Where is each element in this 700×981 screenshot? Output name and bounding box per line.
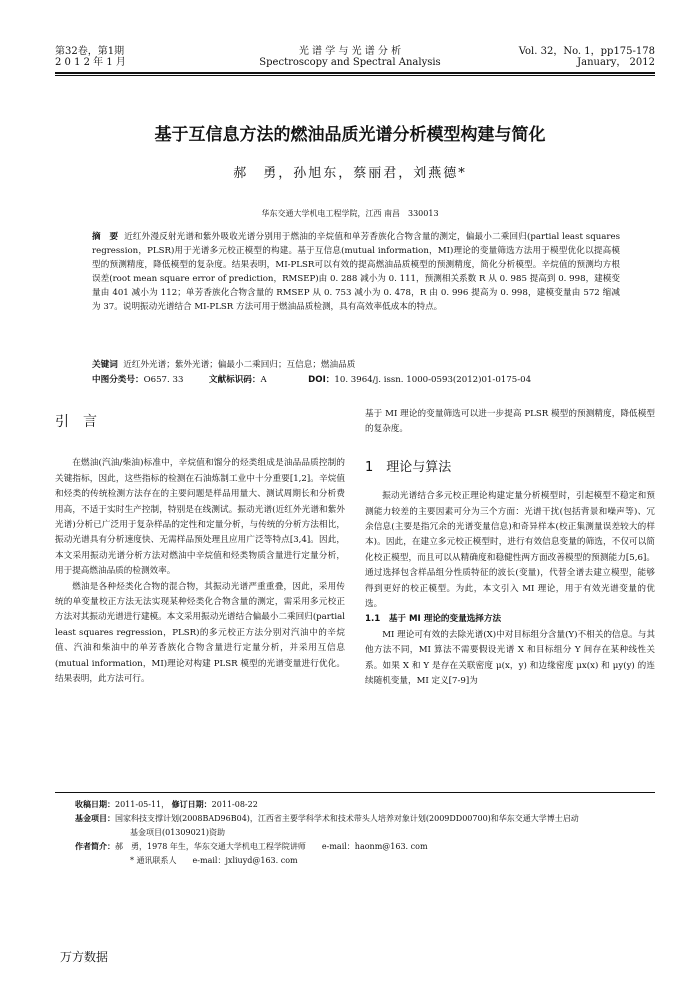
- continuation-text: 基于 MI 理论的变量筛选可以进一步提高 PLSR 模型的预测精度，降低模型的复杂度。: [365, 409, 655, 435]
- subsection-paragraph: MI 理论可有效的去除光谱(X)中对目标组分含量(Y)不相关的信息。与其他方法不同，MI 算法不需要假设光谱 X 和目标组分 Y 间存在某种线性关系。如果 X 和 Y 是存在关联密度 μ(x，y) 和边缘密度 μx(x) 和 μy(y) 的连续随机变量，MI 定义[7-9]为: [365, 629, 655, 687]
- doc-code-value: A: [260, 375, 267, 385]
- bio-label: 作者简介：: [75, 842, 115, 851]
- month-year: January， 2012: [577, 57, 655, 68]
- keywords: [92, 358, 620, 372]
- fund-label: 基金项目：: [75, 814, 115, 823]
- journal-name-cn: 光 谱 学 与 光 谱 分 析: [298, 46, 402, 57]
- section1-heading: 1 理论与算法: [365, 459, 452, 475]
- doi-value: 10. 3964/j. issn. 1000-0593(2012)01-0175-04: [334, 375, 532, 385]
- abstract: [92, 230, 620, 314]
- journal-pages: [519, 46, 655, 68]
- received-label: 收稿日期：: [75, 800, 115, 809]
- fund-text: 国家科技支撑计划(2008BAD96B04)，江西省主要学科学术和技术带头人培养对象计划(2009DD00700)和华东交通大学博士启动: [115, 814, 579, 823]
- volume-pages: Vol. 32，No. 1，pp175-178: [518, 46, 655, 57]
- classification-line: [92, 373, 620, 387]
- subsection-heading: 1.1 基于 MI 理论的变量选择方法: [365, 614, 502, 625]
- right-column: [365, 407, 655, 690]
- left-column: [55, 415, 345, 688]
- footnote-rule: [55, 792, 655, 793]
- abstract-text: 近红外漫反射光谱和紫外吸收光谱分别用于燃油的辛烷值和单芳香族化合物含量的测定，偏最小二乘回归(partial least squares regression，PLSR)用于光谱多元校正模型的构建。基于互信息(mutual information，MI)理论的变量筛选方法用于模型优化以提高模型的预测精度，降低模型的复杂度。结果表明，MI-PLSR可以有效的提高燃油品质模型的预测精度，简化分析模型。辛烷值的预测均方根误差(root mean square error of prediction，RMSEP)由 0. 288 减小为 0. 111，预测相关系数 R 从 0. 985 提高到 0. 998，建模变量由 401 减小为 112；单芳香族化合物含量的 RMSEP 从 0. 753 减小为 0. 478，R 由 0. 996 提高为 0. 998，建模变量由 572 缩减为 37。说明振动光谱结合 MI-PLSR 方法可用于燃油品质检测，具有高效率低成本的特点。: [92, 232, 620, 312]
- author-list: 郝 勇，孙旭东，蔡丽君，刘燕德*: [233, 166, 467, 181]
- section1-paragraph: 振动光谱结合多元校正理论构建定量分析模型时，引起模型不稳定和预测能力较差的主要因素可分为三个方面：光谱干扰(包括背景和噪声等)、冗余信息(主要是指冗余的光谱变量信息)和奇异样本(校正集测量误差较大的样本)。因此，在建立多元校正模型时，进行有效信息变量的筛选，不仅可以简化校正模型，而且可以从精确度和稳健性两方面改善模型的预测能力[5,6]。通过选择包含样品组分性质特征的波长(变量)，代替全谱去建立模型，能够得到更好的校正模型。为此，本文引入 MI 理论，用于有效光谱变量的优选。: [365, 491, 655, 610]
- affiliation: 华东交通大学机电工程学院，江西 南昌 330013: [261, 209, 439, 218]
- doc-code-label: 文献标识码：: [208, 375, 261, 385]
- clc-value: O657. 33: [143, 375, 184, 385]
- issue-date: 2 0 1 2 年 1 月: [55, 57, 126, 68]
- abstract-label: 摘 要: [92, 232, 119, 242]
- paper-title: 基于互信息方法的燃油品质光谱分析模型构建与简化: [154, 125, 546, 145]
- bio-text: 郝 勇，1978 年生，华东交通大学机电工程学院讲师 e-mail：haonm@163. com: [115, 842, 428, 851]
- footnotes: [55, 798, 655, 868]
- keywords-label: 关键词: [92, 360, 118, 370]
- header-rule: [55, 72, 655, 74]
- corresponding-author: * 通讯联系人 e-mail：jxliuyd@163. com: [130, 856, 298, 865]
- fund-row: [55, 812, 655, 826]
- keywords-text: 近红外光谱；紫外光谱；偏最小二乘回归；互信息；燃油品质: [123, 360, 356, 370]
- intro-paragraph-1: 在燃油(汽油/柴油)标准中，辛烷值和馏分的烃类组成是油品品质控制的关键指标，因此，这些指标的检测在石油炼制工业中十分重要[1,2]。辛烷值和烃类的传统检测方法存在的主要问题是样品用量大、测试周期长和分析费用高，不适于实时生产控制，特别是在线测试。振动光谱(近红外光谱和紫外光谱)分析已广泛用于复杂样品的定性和定量分析，与传统的分析方法相比，振动光谱具有分析速度快、无需样品预处理且应用广泛等特点[3,4]。因此，本文采用振动光谱分析方法对燃油中辛烷值和烃类物质含量进行定量分析，用于提高燃油品质的检测效率。: [55, 458, 345, 577]
- clc-label: 中图分类号：: [92, 375, 144, 385]
- journal-name-en: Spectroscopy and Spectral Analysis: [259, 57, 441, 68]
- revised-label: 修订日期：: [171, 800, 212, 809]
- doi-label: DOI：: [308, 375, 335, 385]
- intro-heading: 引 言: [55, 414, 97, 430]
- intro-paragraph-2: 燃油是各种烃类化合物的混合物，其振动光谱严重重叠，因此，采用传统的单变量校正方法无法实现某种烃类化合物含量的测定，需采用多元校正方法对其振动光谱进行建模。本文采用振动光谱结合偏最小二乘回归(partial least squares regression，PLSR)的多元校正方法分别对汽油中的辛烷值、汽油和柴油中的单芳香族化合物含量进行定量分析，并采用互信息(mutual information，MI)理论对构建 PLSR 模型的光谱变量进行优化。结果表明，此方法可行。: [55, 581, 345, 685]
- issue-volume: 第32卷，第1期: [55, 46, 125, 57]
- header-rule-thin: [55, 75, 655, 76]
- watermark: 万方数据: [60, 950, 109, 964]
- bio-row: [55, 840, 655, 854]
- revised-date: 2011-08-22: [211, 800, 258, 809]
- fund-row-2: 基金项目(01309021)资助: [130, 828, 225, 837]
- received-date: 2011-05-11，: [115, 800, 170, 809]
- dates-row: [55, 798, 655, 812]
